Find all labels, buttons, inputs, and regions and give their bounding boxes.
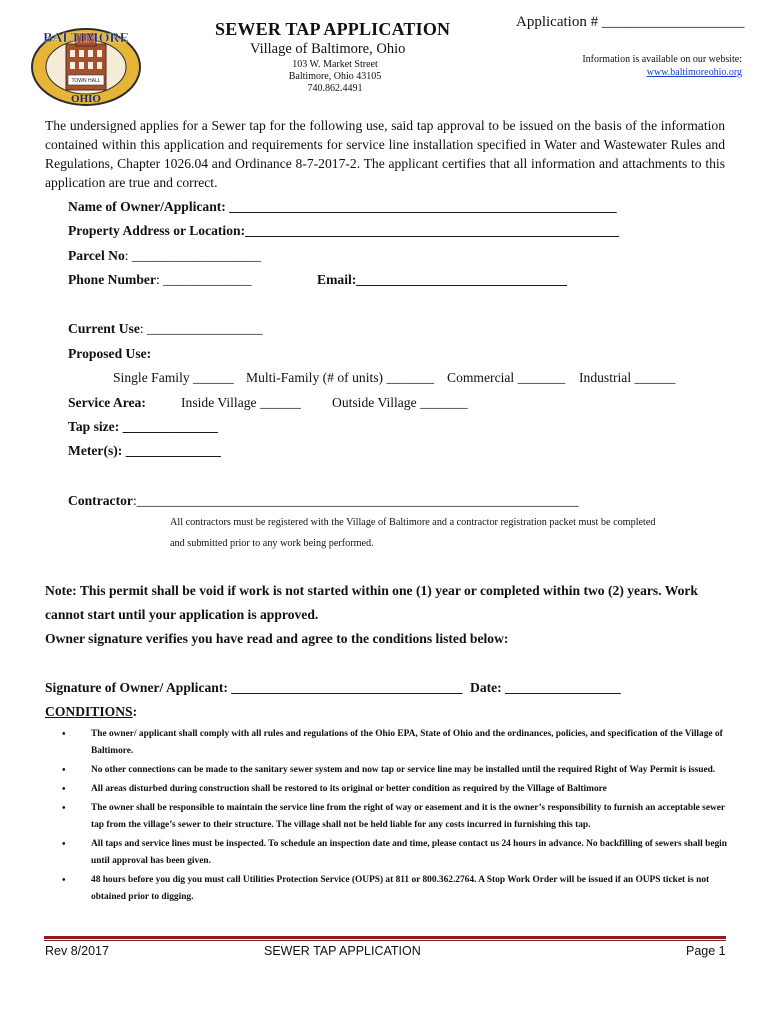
conditions-heading-wrap <box>45 704 137 720</box>
svg-text:OHIO: OHIO <box>71 93 101 105</box>
footer-divider-thin <box>44 940 726 941</box>
address-city: Baltimore, Ohio 43105 <box>288 71 382 82</box>
condition-item: • All areas disturbed during construction shall be restored to its original or better condition as required by the Village of Baltimore <box>60 781 730 798</box>
note-line3: Owner signature verifies you have read and agree to the conditions listed below: <box>45 631 509 646</box>
svg-text:BALTIMORE: BALTIMORE <box>43 31 129 46</box>
parcel-line[interactable]: : ___________________ <box>124 248 262 263</box>
website-note: Information is available on our website: <box>582 54 742 65</box>
condition-item: • No other connections can be made to the sanitary sewer system and now tap or service line may be installed until the required Right of Way Permit is issued. <box>60 762 730 779</box>
footer-page-number: Page 1 <box>686 944 726 958</box>
website-link[interactable]: www.baltimoreohio.org <box>646 67 742 78</box>
condition-item: • All taps and service lines must be inspected. To schedule an inspection date and time, please contact us 24 hours in advance. No backfilling of sewers shall begin until approval has been given. <box>60 836 730 870</box>
date-field[interactable]: Date: _________________ <box>470 680 621 695</box>
footer-revision: Rev 8/2017 <box>45 944 109 958</box>
parcel-number-field[interactable] <box>68 248 261 264</box>
email-field[interactable]: Email:_______________________________ <box>317 272 567 287</box>
website-info <box>560 53 742 79</box>
conditions-list <box>60 726 730 908</box>
application-number-field[interactable]: Application # ___________________ <box>516 14 745 30</box>
single-family-option[interactable]: Single Family ______ <box>113 370 234 385</box>
owner-name-field[interactable]: Name of Owner/Applicant: _________________________________________________________ <box>68 199 617 214</box>
current-use-field[interactable] <box>68 321 263 337</box>
note-line2: cannot start until your application is approved. <box>45 607 319 622</box>
proposed-use-label: Proposed Use: <box>68 346 152 361</box>
footer-divider <box>44 936 726 939</box>
intro-paragraph: The undersigned applies for a Sewer tap for the following use, said tap approval to be issued on the basis of the information contained within this application and requirements for service line installation specified in Water and Wastewater Rules and Regulations, Chapter 1026.04 and Ordinance 8-7-2017-2. The applicant certifies that all information and attachments to this application are true and correct. <box>45 118 725 190</box>
note-line1: Note: This permit shall be void if work is not started within one (1) year or completed within two (2) years. Work <box>45 583 698 598</box>
phone-number-field[interactable] <box>68 272 252 288</box>
village-phone: 740.862.4491 <box>307 83 363 94</box>
meters-field[interactable]: Meter(s): ______________ <box>68 443 221 458</box>
condition-item: • The owner/ applicant shall comply with all rules and regulations of the Ohio EPA, State of Ohio and the ordinances, policies, and specification of the Village of Baltimore. <box>60 726 730 760</box>
signature-field[interactable]: Signature of Owner/ Applicant: __________________________________ <box>45 680 463 695</box>
conditions-heading: CONDITIONS <box>45 704 133 719</box>
contractor-note-line2: and submitted prior to any work being performed. <box>170 538 374 549</box>
phone-label: Phone Number <box>68 272 156 287</box>
village-name: Village of Baltimore, Ohio <box>250 41 406 57</box>
address-street: 103 W. Market Street <box>292 59 378 70</box>
current-use-line[interactable]: : _________________ <box>139 321 263 336</box>
baltimore-logo <box>28 22 144 108</box>
current-use-label: Current Use <box>68 321 140 336</box>
service-area-label: Service Area: <box>68 395 146 410</box>
property-address-field[interactable]: Property Address or Location:_______________________________________________________ <box>68 223 619 238</box>
parcel-label: Parcel No <box>68 248 125 263</box>
contractor-field[interactable] <box>68 493 579 509</box>
contractor-line[interactable]: :_________________________________________________________________ <box>132 493 579 508</box>
svg-text:TOWN HALL: TOWN HALL <box>71 78 101 84</box>
tap-size-field[interactable]: Tap size: ______________ <box>68 419 218 434</box>
footer-title: SEWER TAP APPLICATION <box>264 944 421 958</box>
contractor-label: Contractor <box>68 493 133 508</box>
condition-item: • The owner shall be responsible to maintain the service line from the right of way or easement and it is the owner’s responsibility to furnish an acceptable sewer tap from the village’s sewer to their structure. The village shall not be held liable for any costs incurred in furnishing this tap. <box>60 800 730 834</box>
conditions-colon: : <box>132 704 138 719</box>
phone-line[interactable]: : _____________ <box>155 272 252 287</box>
outside-village-option[interactable]: Outside Village _______ <box>332 395 468 410</box>
industrial-option[interactable]: Industrial ______ <box>579 370 676 385</box>
inside-village-option[interactable]: Inside Village ______ <box>181 395 301 410</box>
commercial-option[interactable]: Commercial _______ <box>447 370 566 385</box>
multi-family-option[interactable]: Multi-Family (# of units) _______ <box>246 370 435 385</box>
condition-item: • 48 hours before you dig you must call Utilities Protection Service (OUPS) at 811 or 800.362.2764. A Stop Work Order will be issued if an OUPS ticket is not obtained prior to digging. <box>60 872 730 906</box>
contractor-note-line1: All contractors must be registered with the Village of Baltimore and a contractor registration packet must be completed <box>170 517 656 528</box>
form-title: SEWER TAP APPLICATION <box>215 19 451 39</box>
